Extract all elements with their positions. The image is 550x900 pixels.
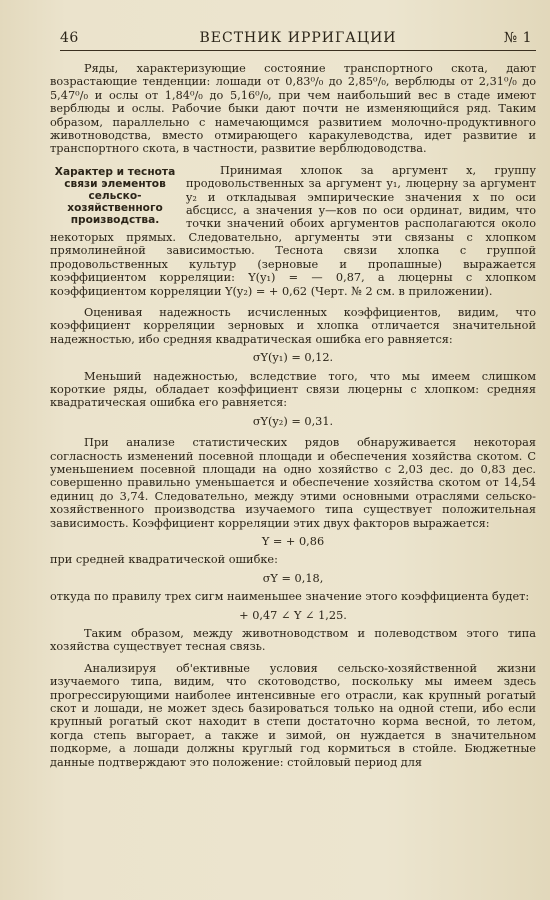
journal-title: ВЕСТНИК ИРРИГАЦИИ: [199, 30, 397, 46]
paragraph-correlation: Принимая хлопок за аргумент x, группу продовольственных за аргумент y₁, люцерну за аргумент y₂ и откладывая эмпирические значения x по оси абсцисс, а значения y—ков по оси ординат, видим, что точки значений обоих аргументов располагаются около некоторых прямых. Следовательно, аргументы эти связаны с хлопком прямолинейной зависимостью. Теснота связи хлопка с группой продовольственных культур (зерновые и пропашные) выражается коэффициентом корреляции: Υ(y₁) = — 0,87, а люцерны с хлопком коэффициентом корреляции Υ(y₂) = + 0,62 (Черт. № 2 см. в приложении).: [50, 163, 536, 298]
paragraph-statistical-analysis: При анализе статистических рядов обнаруживается некоторая согласность изменений посевной площади и обеспечения хозяйства скотом. С уменьшением посевной площади на одно хозяйство с 2,03 дес. до 0,83 дес. совершенно правильно уменьшается и обеспечение хозяйства скотом от 14,54 единиц до 3,74. Следовательно, между этими основными отраслями сельско-хозяйственного производства изучаемого типа существует положительная зависимость. Коэффициент корреляции этих двух факторов выражается:: [50, 436, 536, 530]
formula-sigma-y1: σΥ(y₁) = 0,12.: [252, 351, 334, 365]
formula-sigma-y2: σΥ(y₂) = 0,31.: [252, 414, 334, 428]
section-correlation: [50, 164, 536, 298]
side-heading: Характер и теснота связи элементов сельско-хозяйственного производства.: [54, 165, 176, 226]
page-number: 46: [60, 30, 79, 46]
paragraph-mean-error: при средней квадратической ошибке:: [50, 553, 278, 567]
formula-range: + 0,47 ∠ Υ ∠ 1,25.: [239, 608, 347, 622]
paragraph-three-sigma: откуда по правилу трех сигм наименьшее значение этого коэффициента будет:: [50, 590, 530, 604]
running-header: [60, 28, 536, 51]
paragraph-transport-livestock: Ряды, характеризующие состояние транспортного скота, дают возрастающие тенденции: лошади от 0,83⁰/₀ до 2,85⁰/₀, верблюды от 2,31⁰/₀ до 5,47⁰/₀ и ослы от 1,84⁰/₀ до 5,16⁰/₀, при чем наибольший вес в стаде имеют верблюды и ослы. Рабочие быки дают почти не изменяющийся ряд. Таким образом, параллельно с намечающимся развитием молочно-продуктивного животноводства, вместо отмирающего каракулеводства, идет развитие и транспортного скота, в частности, развитие верблюдоводства.: [50, 62, 536, 156]
paragraph-conclusion: Таким образом, между животноводством и полеводством этого типа хозяйства существует тесная связь.: [50, 627, 536, 654]
article-body: [50, 62, 536, 769]
issue-number: № 1: [503, 30, 532, 46]
paragraph-conditions: Анализируя об'ективные условия сельско-хозяйственной жизни изучаемого типа, видим, что скотоводство, поскольку мы имеем здесь прогрессирующими наиболее интенсивные его отрасли, как крупный рогатый скот и лошади, не может здесь базироваться только на одной степи, ибо если крупный рогатый скот находит в степи достаточно корма весной, то летом, когда степь выгорает, а также и зимой, он нуждается в значительном подкорме, а лошади должны круглый год кормиться в стойле. Бюджетные данные подтверждают это положение: стойловый период для: [50, 661, 536, 769]
formula-sigma-r: σΥ = 0,18,: [262, 571, 324, 585]
formula-r-value: Υ = + 0,86: [261, 535, 325, 548]
paragraph-reliability: Оценивая надежность исчисленных коэффициентов, видим, что коэффициент корреляции зерновых и хлопка отличается значительной надежностью, ибо средняя квадратическая ошибка его равняется:: [50, 305, 536, 346]
paragraph-lesser-reliability: Меньший надежностью, вследствие того, что мы имеем слишком короткие ряды, обладает коэффициент связи люцерны с хлопком: средняя квадратическая ошибка его равняется:: [50, 369, 536, 410]
